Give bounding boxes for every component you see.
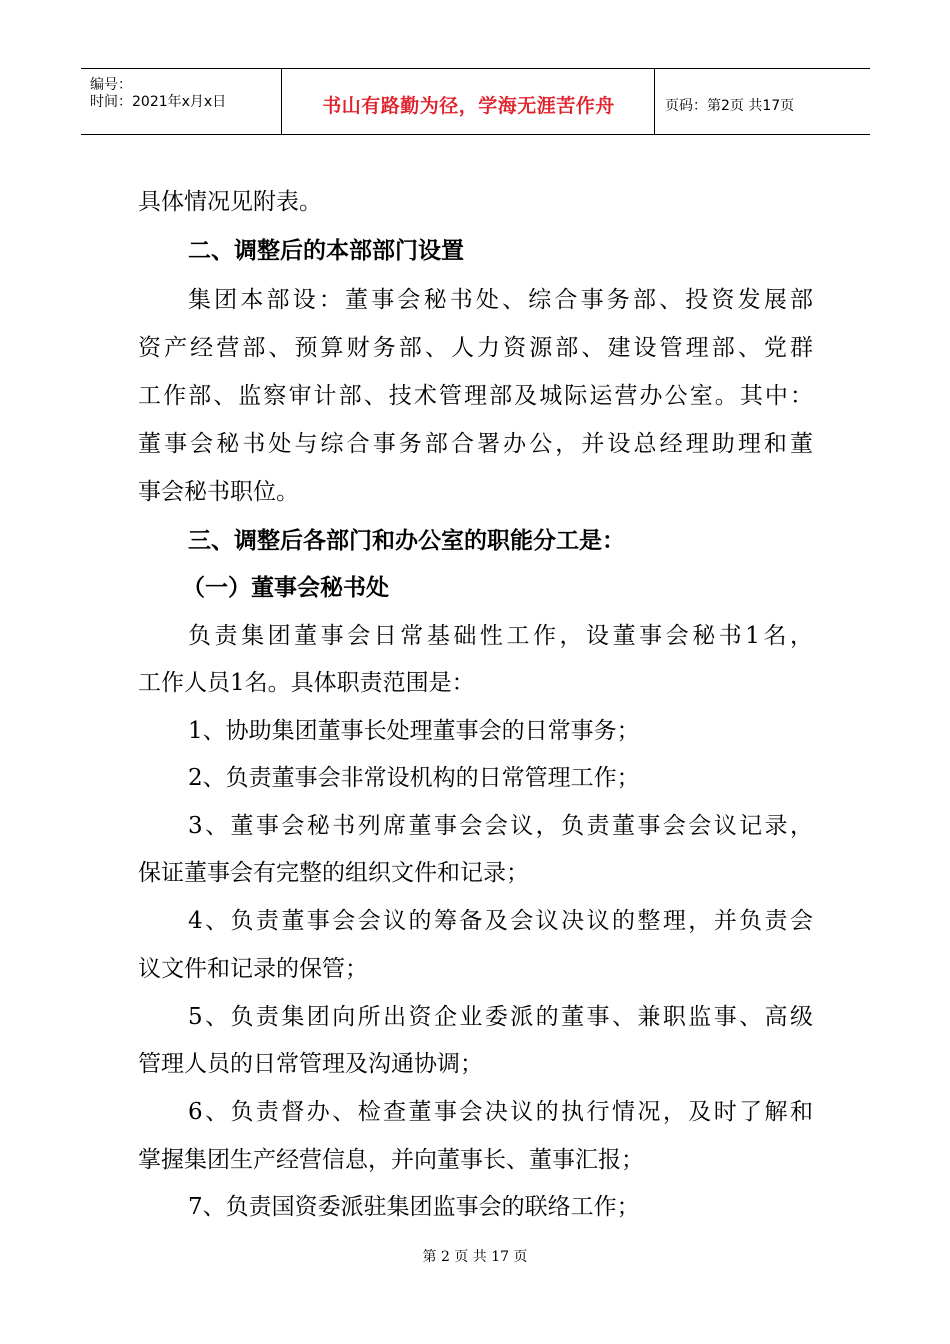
list-item: 5、负责集团向所出资企业委派的董事、兼职监事、高级 bbox=[188, 1004, 813, 1030]
body-line: 集团本部设：董事会秘书处、综合事务部、投资发展部 bbox=[188, 287, 813, 313]
body-line: 负责集团董事会日常基础性工作，设董事会秘书1名， bbox=[188, 623, 813, 649]
body-line: 工作部、监察审计部、技术管理部及城际运营办公室。其中： bbox=[138, 383, 813, 409]
list-item: 1、协助集团董事长处理董事会的日常事务； bbox=[188, 718, 640, 744]
list-item-continued: 管理人员的日常管理及沟通协调； bbox=[138, 1051, 483, 1077]
list-item-continued: 议文件和记录的保管； bbox=[138, 956, 368, 982]
body-line: 事会秘书职位。 bbox=[138, 479, 299, 505]
list-item: 2、负责董事会非常设机构的日常管理工作； bbox=[188, 765, 640, 791]
body-line: 董事会秘书处与综合事务部合署办公，并设总经理助理和董 bbox=[138, 431, 813, 457]
document-number-label: 编号： bbox=[90, 77, 132, 93]
list-item-continued: 掌握集团生产经营信息，并向董事长、董事汇报； bbox=[138, 1147, 644, 1173]
header-middle-cell bbox=[282, 69, 655, 134]
page-header bbox=[81, 68, 870, 135]
section-heading-2: 二、调整后的本部部门设置 bbox=[188, 238, 464, 264]
list-item: 7、负责国资委派驻集团监事会的联络工作； bbox=[188, 1194, 640, 1220]
header-motto: 书山有路勤为径，学海无涯苦作舟 bbox=[322, 95, 615, 117]
section-heading-3: 三、调整后各部门和办公室的职能分工是： bbox=[188, 528, 625, 554]
header-left-cell bbox=[81, 69, 282, 134]
page-footer: 第 2 页 共 17 页 bbox=[422, 1249, 528, 1265]
body-line: 具体情况见附表。 bbox=[138, 189, 322, 215]
subsection-heading: （一）董事会秘书处 bbox=[182, 575, 389, 601]
list-item: 4、负责董事会会议的筹备及会议决议的整理，并负责会 bbox=[188, 908, 813, 934]
list-item: 3、董事会秘书列席董事会会议，负责董事会会议记录， bbox=[188, 813, 813, 839]
document-time-label: 时间：2021年x月x日 bbox=[90, 94, 227, 110]
header-right-cell bbox=[655, 69, 870, 134]
body-line: 工作人员1名。具体职责范围是： bbox=[138, 670, 475, 696]
header-page-info: 页码：第2页 共17页 bbox=[665, 98, 795, 114]
list-item: 6、负责督办、检查董事会决议的执行情况，及时了解和 bbox=[188, 1099, 813, 1125]
list-item-continued: 保证董事会有完整的组织文件和记录； bbox=[138, 860, 529, 886]
body-line: 资产经营部、预算财务部、人力资源部、建设管理部、党群 bbox=[138, 335, 813, 361]
